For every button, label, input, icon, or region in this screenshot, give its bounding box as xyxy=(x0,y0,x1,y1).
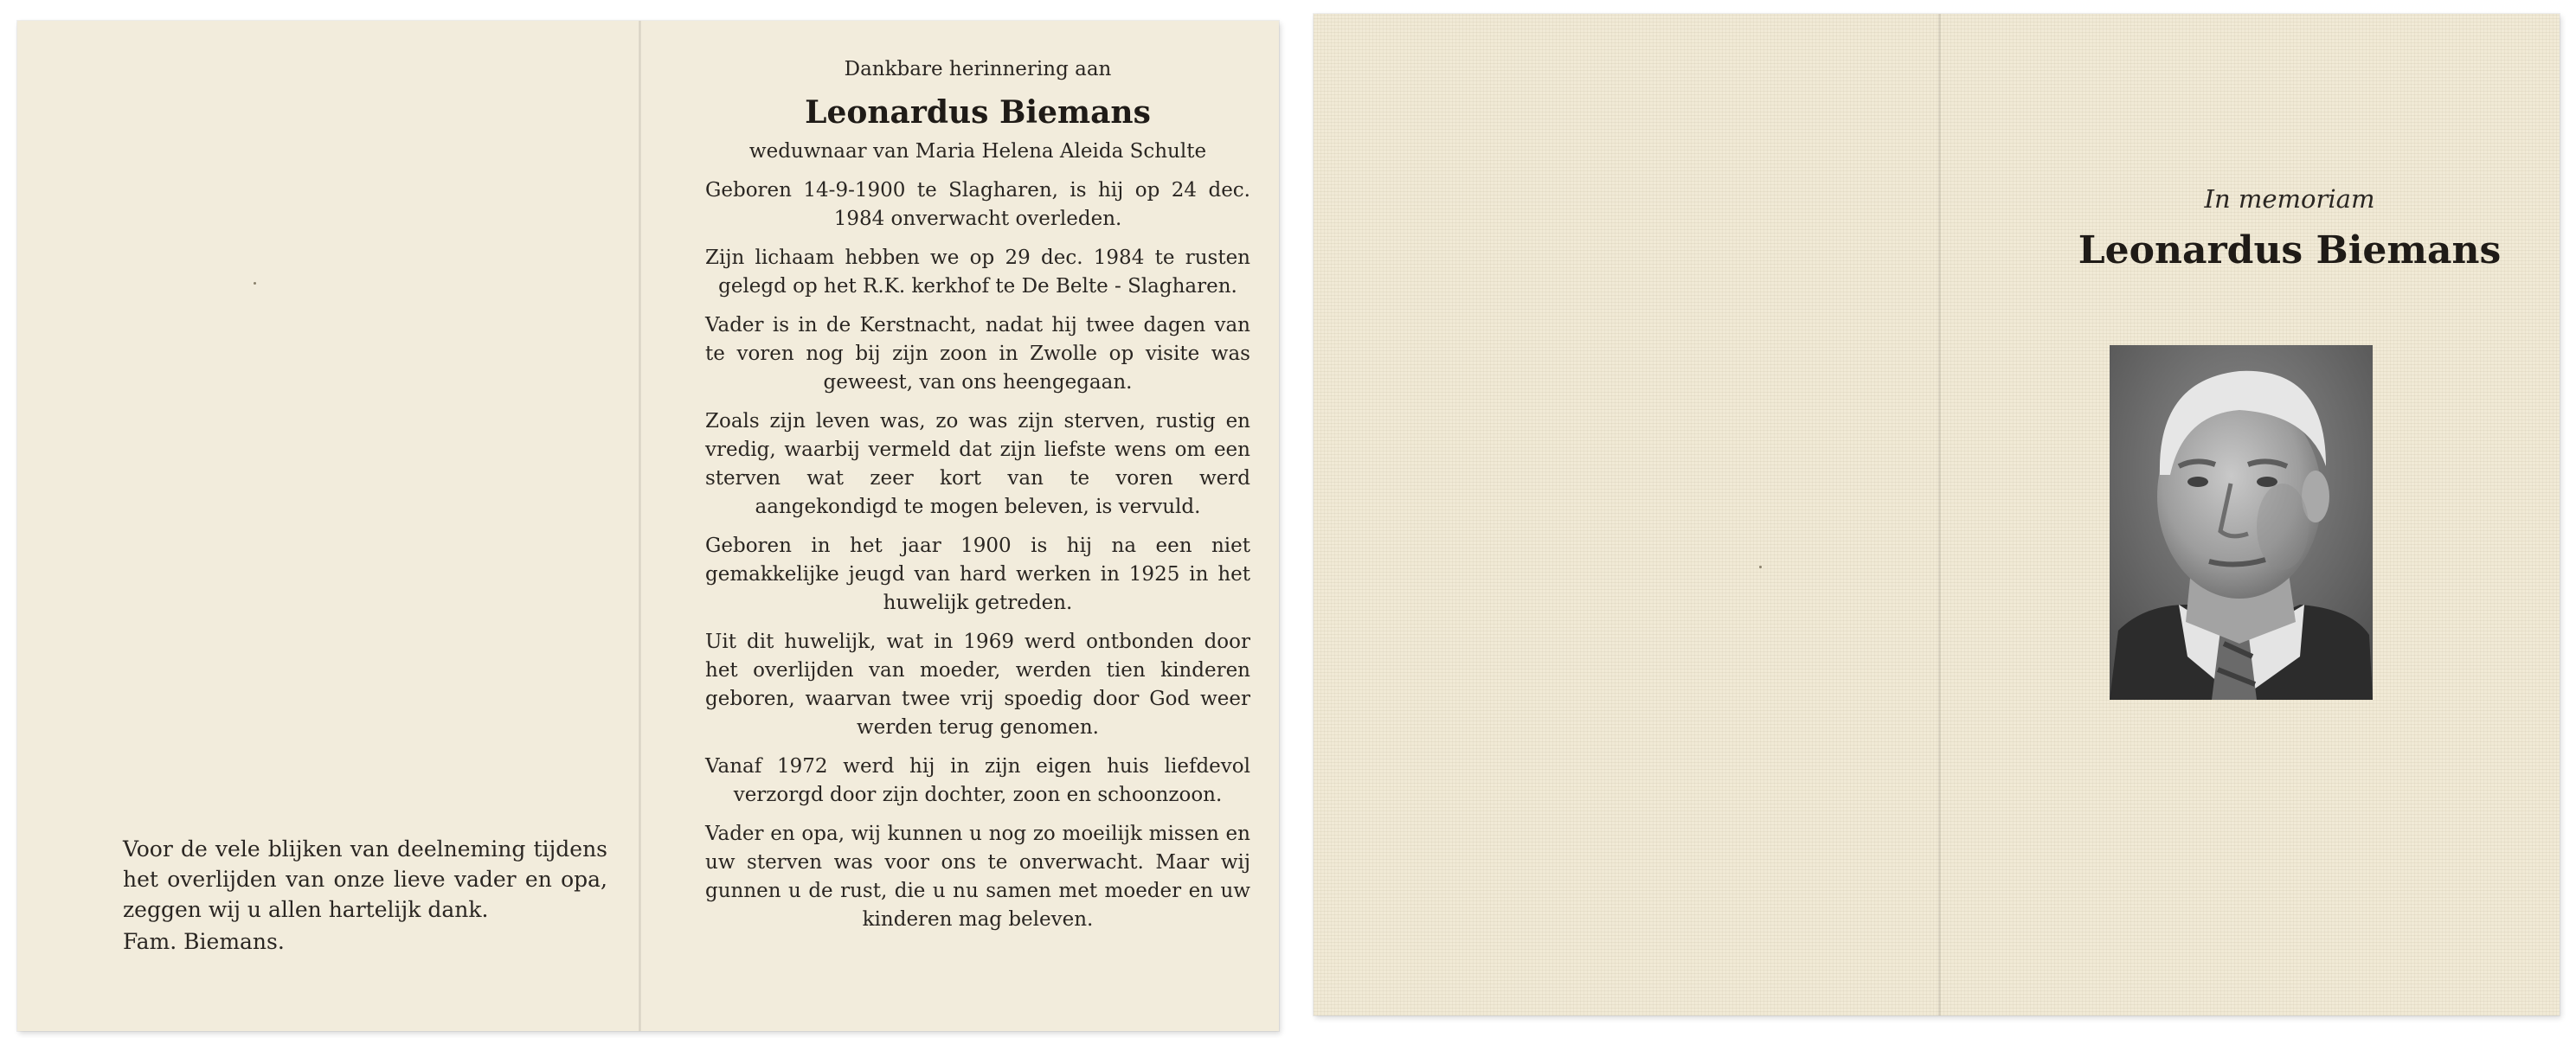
care-paragraph: Vanaf 1972 werd hij in zijn eigen huis liefdevol verzorgd door zijn dochter, zoon en schoonzoon. xyxy=(705,755,1250,806)
deceased-name: Leonardus Biemans xyxy=(805,94,1151,131)
paper-speck xyxy=(1759,566,1762,568)
remembrance-heading: Dankbare herinnering aan xyxy=(844,58,1112,80)
children-paragraph: Uit dit huwelijk, wat in 1969 werd ontbonden door het overlijden van moeder, werden tien kinderen geboren, waarvan twee vrij spoedig door God weer werden terug genomen. xyxy=(705,631,1250,739)
family-signature: Fam. Biemans. xyxy=(123,929,285,954)
in-memoriam-title: In memoriam xyxy=(2204,184,2375,214)
inside-right-panel xyxy=(705,55,1250,945)
burial-paragraph: Zijn lichaam hebben we op 29 dec. 1984 te rusten gelegd op het R.K. kerkhof te De Belte - Slagharen. xyxy=(705,247,1250,298)
thanks-block xyxy=(123,834,607,957)
widower-line: weduwnaar van Maria Helena Aleida Schulte xyxy=(748,140,1207,163)
thanks-text: Voor de vele blijken van deelneming tijdens het overlijden van onze lieve vader en opa, zeggen wij u allen hartelijk dank. xyxy=(123,836,607,922)
christmas-night-paragraph: Vader is in de Kerstnacht, nadat hij twee dagen van te voren nog bij zijn zoon in Zwolle op visite was geweest, van ons heengegaan. xyxy=(705,314,1250,394)
paper-speck xyxy=(254,282,256,285)
birth-death-paragraph: Geboren 14-9-1900 te Slagharen, is hij op 24 dec. 1984 onverwacht overleden. xyxy=(705,179,1250,230)
portrait-photo xyxy=(2110,345,2373,700)
farewell-paragraph: Vader en opa, wij kunnen u nog zo moeilijk missen en uw sterven was voor ons te onverwacht. Maar wij gunnen u de rust, die u nu samen met moeder en uw kinderen mag beleven. xyxy=(705,823,1250,931)
inside-spread xyxy=(17,21,1279,1031)
cover-name: Leonardus Biemans xyxy=(2078,228,2502,272)
peaceful-death-paragraph: Zoals zijn leven was, zo was zijn sterven, rustig en vredig, waarbij vermeld dat zijn liefste wens om een sterven wat zeer kort van te voren werd aangekondigd te mogen beleven, is vervuld. xyxy=(705,410,1250,518)
marriage-paragraph: Geboren in het jaar 1900 is hij na een niet gemakkelijke jeugd van hard werken in 1925 in het huwelijk getreden. xyxy=(705,535,1250,614)
fold-line xyxy=(1938,14,1941,1016)
cover-spread xyxy=(1314,14,2560,1016)
fold-line xyxy=(639,21,641,1031)
